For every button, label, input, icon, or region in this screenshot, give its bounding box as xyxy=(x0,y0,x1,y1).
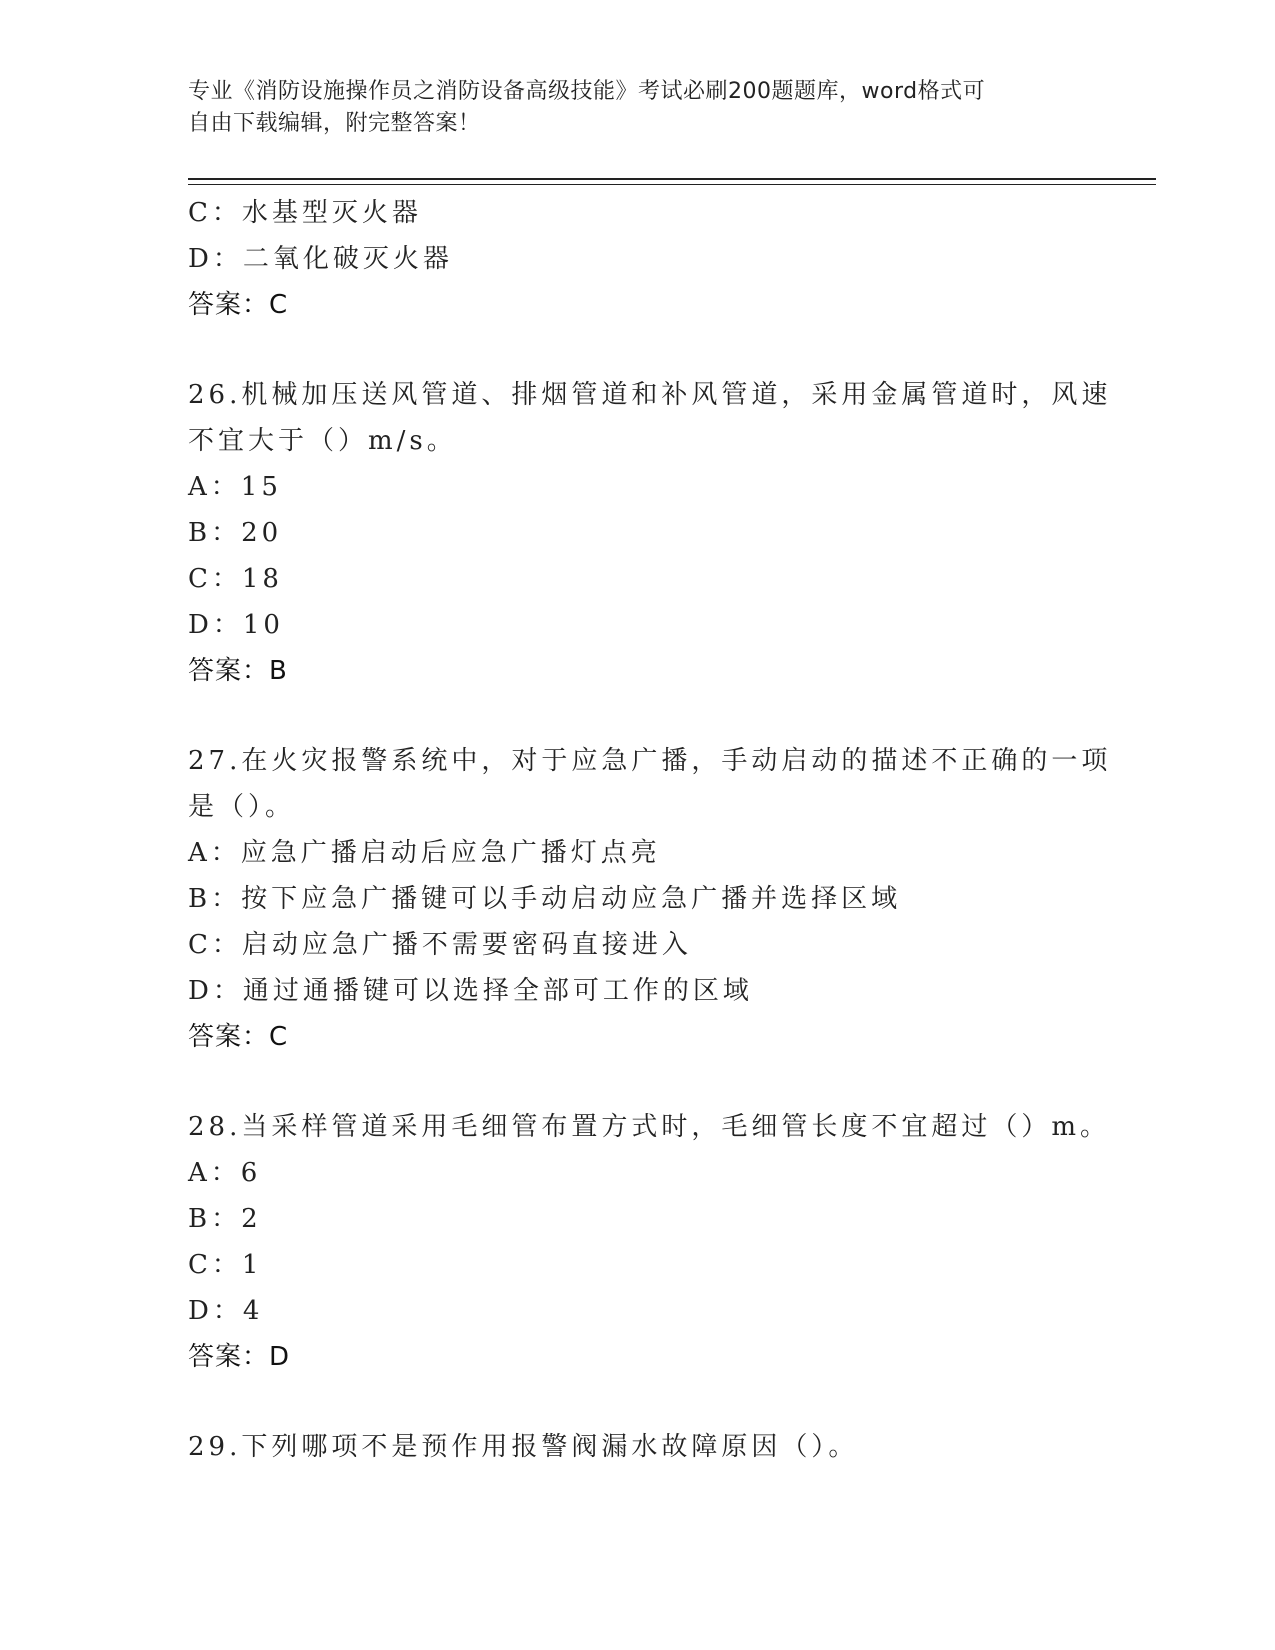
question-25-fragment xyxy=(188,190,1088,328)
question-stem: 29.下列哪项不是预作用报警阀漏水故障原因（）。 xyxy=(188,1432,859,1462)
option-d: D：通过通播键可以选择全部可工作的区域 xyxy=(188,976,753,1006)
option-c: C：18 xyxy=(188,564,283,594)
question-stem: 26.机械加压送风管道、排烟管道和补风管道，采用金属管道时，风速 xyxy=(188,380,1112,410)
document-header xyxy=(188,76,1088,140)
answer-line: 答案：B xyxy=(188,656,288,686)
question-28 xyxy=(188,1104,1111,1380)
header-line-1: 专业《消防设施操作员之消防设备高级技能》考试必刷200题题库，word格式可 xyxy=(188,79,986,104)
question-stem: 27.在火灾报警系统中，对于应急广播，手动启动的描述不正确的一项 xyxy=(188,746,1112,776)
header-divider-thin xyxy=(188,184,1156,185)
header-line-2: 自由下载编辑，附完整答案！ xyxy=(188,111,481,136)
option-b: B：2 xyxy=(188,1204,262,1234)
question-gap xyxy=(188,328,1088,372)
option-c: C：启动应急广播不需要密码直接进入 xyxy=(188,930,692,960)
question-list xyxy=(188,190,1112,1470)
question-stem-continued: 不宜大于（）m/s。 xyxy=(188,426,457,456)
header-divider-thick xyxy=(188,178,1156,180)
option-b: B：按下应急广播键可以手动启动应急广播并选择区域 xyxy=(188,884,902,914)
option-c: C：水基型灭火器 xyxy=(188,198,422,228)
option-a: A：6 xyxy=(188,1158,262,1188)
question-stem-continued: 是（）。 xyxy=(188,792,296,822)
question-gap xyxy=(188,1380,1088,1424)
question-26 xyxy=(188,372,1112,694)
answer-line: 答案：D xyxy=(188,1342,291,1372)
option-b: B：20 xyxy=(188,518,283,548)
question-gap xyxy=(188,694,1088,738)
question-gap xyxy=(188,1060,1088,1104)
option-d: D：10 xyxy=(188,610,284,640)
answer-line: 答案：C xyxy=(188,1022,289,1052)
option-a: A：应急广播启动后应急广播灯点亮 xyxy=(188,838,661,868)
option-d: D：4 xyxy=(188,1296,264,1326)
question-27 xyxy=(188,738,1112,1060)
option-a: A：15 xyxy=(188,472,282,502)
option-d: D：二氧化破灭火器 xyxy=(188,244,453,274)
option-c: C：1 xyxy=(188,1250,263,1280)
answer-line: 答案：C xyxy=(188,290,289,320)
question-stem: 28.当采样管道采用毛细管布置方式时，毛细管长度不宜超过（）m。 xyxy=(188,1112,1111,1142)
question-29 xyxy=(188,1424,1088,1470)
